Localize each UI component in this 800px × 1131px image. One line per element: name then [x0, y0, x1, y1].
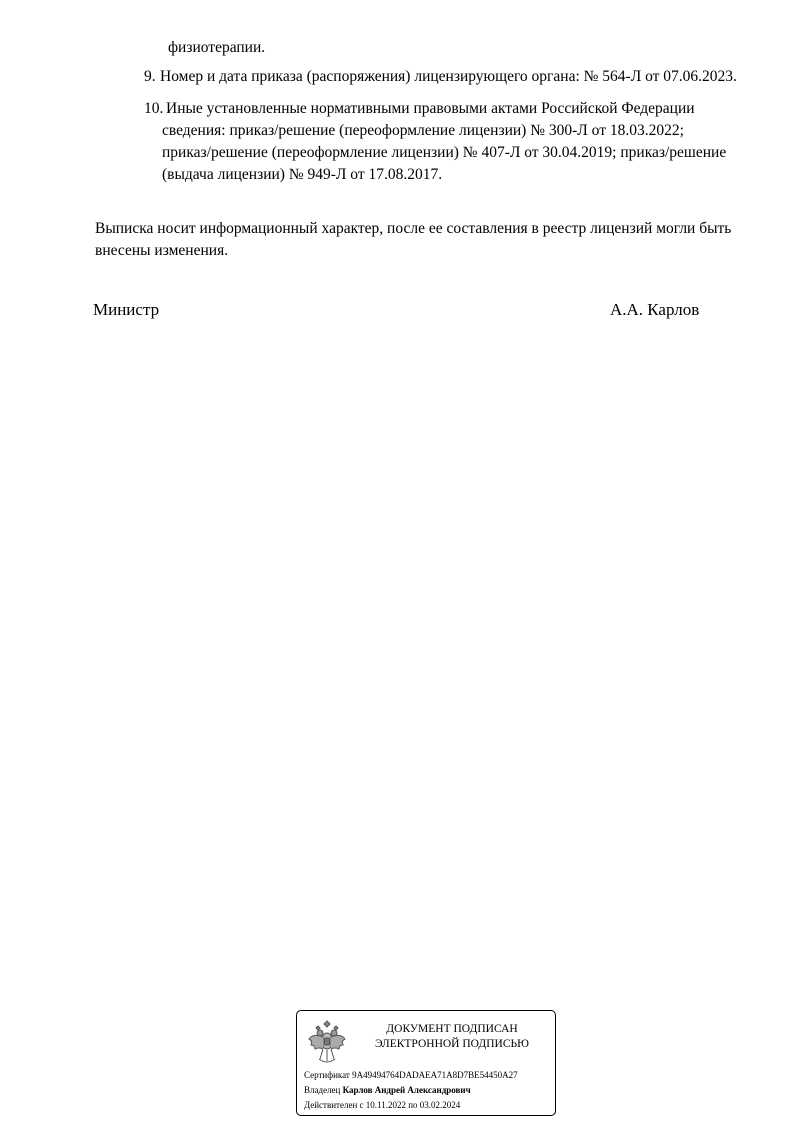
- list-item-line: (выдача лицензии) № 949-Л от 17.08.2017.: [162, 166, 443, 183]
- list-item-line: Иные установленные нормативными правовыми актами Российской Федерации: [166, 100, 695, 117]
- list-item-number: 9.: [144, 68, 156, 85]
- disclaimer-note: [95, 218, 731, 262]
- certificate-row: [304, 1068, 518, 1083]
- stamp-details: [304, 1068, 518, 1113]
- owner-row: [304, 1083, 518, 1098]
- certificate-value: 9A49494764DADAEA71A8D7BE54450A27: [352, 1070, 518, 1080]
- stamp-title: [357, 1022, 547, 1052]
- continuation-text: физиотерапии.: [168, 39, 266, 56]
- list-item-number: 10.: [144, 100, 164, 117]
- list-item-line: сведения: приказ/решение (переоформление лицензии) № 300-Л от 18.03.2022;: [162, 122, 684, 139]
- certificate-label: Сертификат: [304, 1070, 350, 1080]
- signer-name: А.А. Карлов: [610, 300, 700, 319]
- stamp-title-line: ДОКУМЕНТ ПОДПИСАН: [386, 1023, 518, 1035]
- validity-row: Действителен с 10.11.2022 по 03.02.2024: [304, 1100, 461, 1110]
- owner-label: Владелец: [304, 1085, 341, 1095]
- disclaimer-line: Выписка носит информационный характер, после ее составления в реестр лицензий могли быть: [95, 220, 732, 237]
- double-headed-eagle-emblem-icon: [305, 1017, 349, 1067]
- disclaimer-line: внесены изменения.: [95, 242, 229, 259]
- list-item-line: приказ/решение (переоформление лицензии) № 407-Л от 30.04.2019; приказ/решение: [162, 144, 727, 161]
- stamp-title-line: ЭЛЕКТРОННОЙ ПОДПИСЬЮ: [375, 1038, 529, 1050]
- list-item-line: Номер и дата приказа (распоряжения) лицензирующего органа: № 564-Л от 07.06.2023.: [160, 68, 737, 85]
- owner-value: Карлов Андрей Александрович: [342, 1085, 471, 1095]
- signer-role: Министр: [93, 300, 160, 319]
- electronic-signature-stamp: [296, 1010, 556, 1116]
